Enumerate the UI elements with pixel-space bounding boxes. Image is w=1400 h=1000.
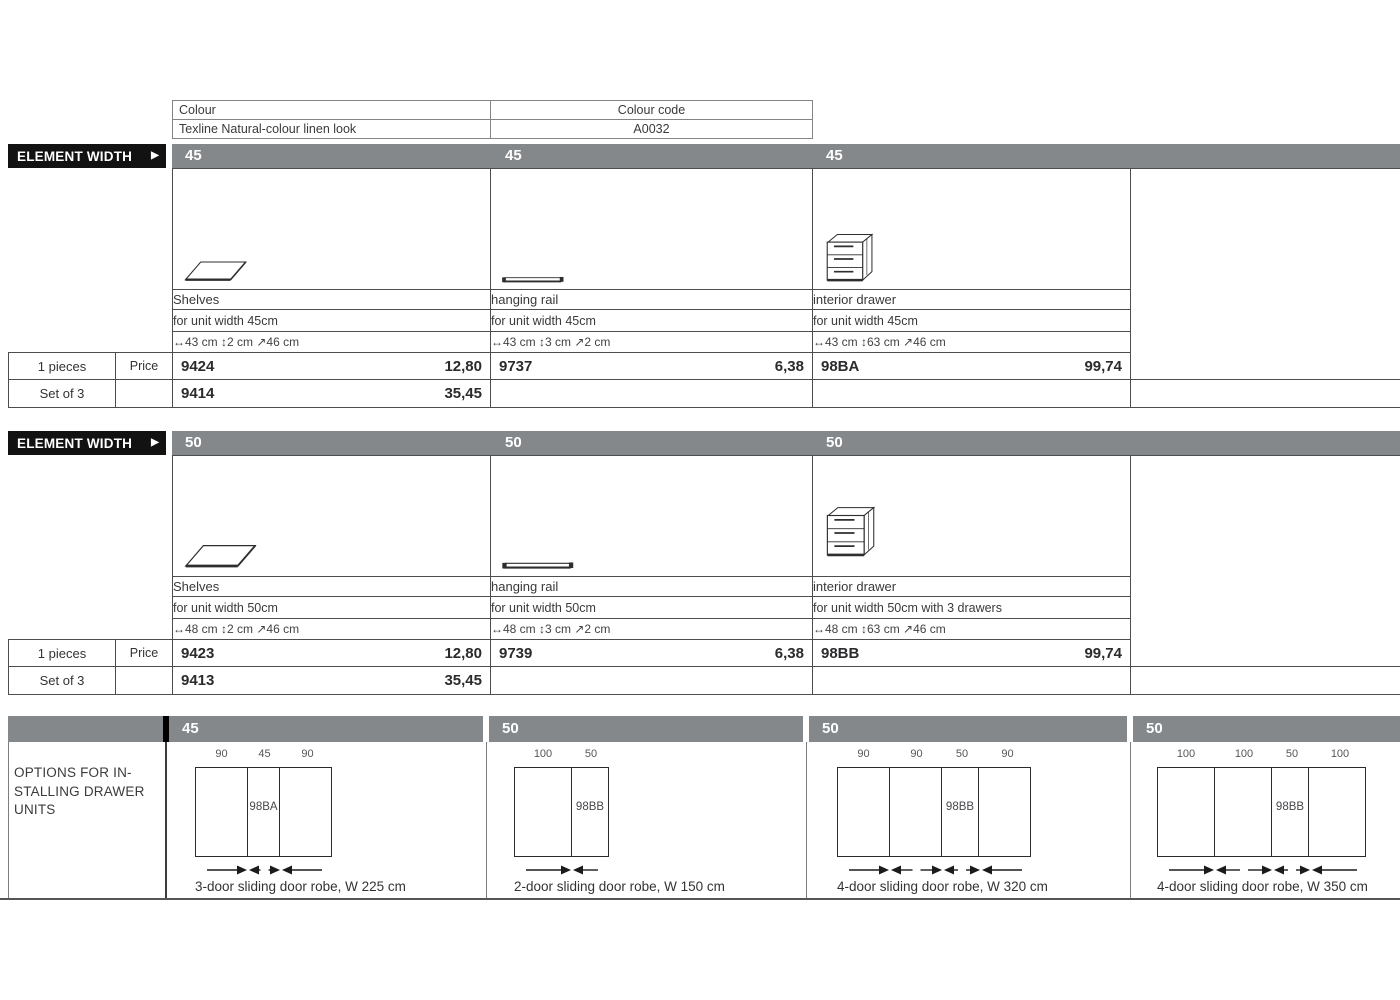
set-label: Set of 3	[9, 380, 116, 408]
product-description: for unit width 50cm with 3 drawers	[813, 597, 1131, 619]
colour-header: Colour	[173, 101, 491, 120]
product-dimensions: ↔48 cm ↕63 cm ↗46 cm	[813, 619, 1131, 640]
options-header-bar	[8, 716, 163, 742]
product-code: 9424	[181, 357, 215, 375]
set-price-cell	[173, 667, 491, 695]
pieces-label: 1 pieces	[9, 353, 116, 380]
door	[837, 767, 890, 857]
product-name: interior drawer	[813, 577, 1131, 597]
door-width-label: 100	[533, 748, 553, 760]
empty-cell	[1131, 380, 1400, 408]
rail-image-cell	[491, 456, 813, 577]
empty-cell	[813, 667, 1131, 695]
product-dimensions: ↔48 cm ↕2 cm ↗46 cm	[173, 619, 491, 640]
product-price: 35,45	[444, 672, 482, 689]
spacer-cell	[9, 169, 173, 353]
product-name: interior drawer	[813, 290, 1131, 310]
door-width-label: 45	[258, 748, 271, 760]
product-price: 6,38	[774, 357, 804, 375]
width-value: 45	[505, 147, 522, 164]
drawer-install-diagram	[1133, 742, 1400, 899]
product-description: for unit width 50cm	[491, 597, 813, 619]
drawer-image-cell	[813, 456, 1131, 577]
drawer-install-diagram	[809, 742, 1127, 899]
empty-cell	[1131, 667, 1400, 695]
price-cell	[173, 640, 491, 667]
drawer-image-cell	[813, 169, 1131, 290]
width-value: 50	[185, 434, 202, 451]
diagram-caption: 2-door sliding door robe, W 150 cm	[514, 879, 725, 894]
price-cell	[813, 353, 1131, 380]
door	[279, 767, 332, 857]
price-label: Price	[116, 640, 173, 667]
colour-value: Texline Natural-colour linen look	[173, 120, 491, 139]
drawer-unit-code: 98BB	[575, 801, 605, 814]
set-price-cell	[173, 380, 491, 408]
border-line	[806, 742, 807, 899]
product-name: Shelves	[173, 577, 491, 597]
width-value: 50	[826, 434, 843, 451]
product-dimensions: ↔43 cm ↕63 cm ↗46 cm	[813, 332, 1131, 353]
set-label: Set of 3	[9, 667, 116, 695]
width-value: 50	[505, 434, 522, 451]
drawer-icon	[823, 505, 879, 559]
drawer-unit-door	[941, 767, 979, 857]
shelf-icon	[183, 541, 259, 571]
arrow-right-icon: ▶	[151, 437, 159, 448]
product-code: 9413	[181, 672, 215, 689]
product-code: 98BA	[821, 357, 860, 375]
price-cell	[491, 353, 813, 380]
drawer-unit-code: 98BB	[1275, 801, 1305, 814]
product-dimensions: ↔43 cm ↕2 cm ↗46 cm	[173, 332, 491, 353]
diagram-caption: 4-door sliding door robe, W 320 cm	[837, 879, 1048, 894]
door	[889, 767, 942, 857]
product-name: Shelves	[173, 290, 491, 310]
rail-icon	[501, 559, 575, 571]
drawer-unit-door	[571, 767, 609, 857]
product-price: 12,80	[444, 357, 482, 375]
door-width-label: 50	[1285, 748, 1299, 760]
colour-code-value: A0032	[491, 120, 813, 139]
product-description: for unit width 45cm	[813, 310, 1131, 332]
shelf-image-cell	[173, 456, 491, 577]
options-width-bar: 50	[1133, 716, 1400, 742]
diagram-caption: 3-door sliding door robe, W 225 cm	[195, 879, 406, 894]
price-cell	[173, 353, 491, 380]
product-description: for unit width 45cm	[173, 310, 491, 332]
border-line	[486, 742, 487, 899]
empty-column-cell	[1131, 169, 1400, 380]
element-width-label: ELEMENT WIDTH	[17, 148, 133, 164]
empty-cell	[813, 380, 1131, 408]
product-price: 6,38	[774, 644, 804, 662]
colour-code-header: Colour code	[491, 101, 813, 120]
price-label: Price	[116, 353, 173, 380]
options-width-bar: 45	[169, 716, 483, 742]
door	[978, 767, 1031, 857]
door	[514, 767, 572, 857]
border-line	[8, 742, 9, 899]
door-width-label: 90	[215, 748, 228, 760]
product-price: 35,45	[444, 385, 482, 402]
drawer-install-diagram	[169, 742, 483, 899]
diagram-caption: 4-door sliding door robe, W 350 cm	[1157, 879, 1368, 894]
empty-cell	[491, 380, 813, 408]
empty-cell	[116, 667, 173, 695]
product-table-50	[8, 455, 1400, 695]
door-width-label: 90	[301, 748, 314, 760]
product-description: for unit width 50cm	[173, 597, 491, 619]
element-width-header	[8, 144, 166, 168]
options-width-bar: 50	[809, 716, 1127, 742]
sliding-doors	[837, 767, 1031, 857]
shelf-image-cell	[173, 169, 491, 290]
empty-cell	[491, 667, 813, 695]
pieces-label: 1 pieces	[9, 640, 116, 667]
door-width-label: 90	[857, 748, 870, 760]
door	[1157, 767, 1215, 857]
door-width-label: 100	[1330, 748, 1350, 760]
product-price: 99,74	[1084, 357, 1122, 375]
door-width-label: 90	[910, 748, 923, 760]
door-width-labels	[195, 748, 334, 760]
sliding-doors	[1157, 767, 1366, 857]
door-width-labels	[837, 748, 1034, 760]
product-code: 9739	[499, 644, 533, 662]
product-table-45	[8, 168, 1400, 408]
drawer-unit-code: 98BB	[945, 801, 975, 814]
drawer-install-diagram	[489, 742, 803, 899]
drawer-unit-door	[1271, 767, 1309, 857]
rail-icon	[501, 274, 565, 284]
element-width-label: ELEMENT WIDTH	[17, 435, 133, 451]
drawer-unit-code: 98BA	[249, 801, 278, 814]
empty-cell	[116, 380, 173, 408]
door-width-labels	[514, 748, 610, 760]
drawer-unit-door	[247, 767, 280, 857]
sliding-doors	[195, 767, 332, 857]
width-value: 45	[826, 147, 843, 164]
product-price: 99,74	[1084, 644, 1122, 662]
empty-column-cell	[1131, 456, 1400, 667]
shelf-icon	[183, 258, 249, 284]
product-name: hanging rail	[491, 290, 813, 310]
product-dimensions: ↔48 cm ↕3 cm ↗2 cm	[491, 619, 813, 640]
door-width-label: 100	[1176, 748, 1196, 760]
product-name: hanging rail	[491, 577, 813, 597]
rail-image-cell	[491, 169, 813, 290]
drawer-icon	[823, 232, 877, 284]
product-code: 9414	[181, 385, 215, 402]
door-width-label: 50	[584, 748, 598, 760]
sliding-doors	[514, 767, 609, 857]
door-width-label: 100	[1234, 748, 1254, 760]
border-line	[165, 742, 167, 899]
product-price: 12,80	[444, 644, 482, 662]
element-width-header	[8, 431, 166, 455]
door-width-label: 90	[1001, 748, 1014, 760]
product-dimensions: ↔43 cm ↕3 cm ↗2 cm	[491, 332, 813, 353]
door-width-labels	[1157, 748, 1369, 760]
product-code: 9737	[499, 357, 533, 375]
door-width-label: 50	[955, 748, 969, 760]
door	[1214, 767, 1272, 857]
width-value: 45	[185, 147, 202, 164]
product-code: 98BB	[821, 644, 860, 662]
border-line	[1130, 742, 1131, 899]
element-width-bar	[172, 144, 1400, 168]
product-code: 9423	[181, 644, 215, 662]
price-cell	[491, 640, 813, 667]
element-width-bar	[172, 431, 1400, 455]
price-cell	[813, 640, 1131, 667]
arrow-right-icon: ▶	[151, 150, 159, 161]
door	[195, 767, 248, 857]
options-width-bar: 50	[489, 716, 803, 742]
door	[1308, 767, 1366, 857]
options-label: OPTIONS FOR IN- STALLING DRAWER UNITS	[14, 765, 145, 818]
colour-table	[172, 100, 813, 139]
product-description: for unit width 45cm	[491, 310, 813, 332]
spacer-cell	[9, 456, 173, 640]
